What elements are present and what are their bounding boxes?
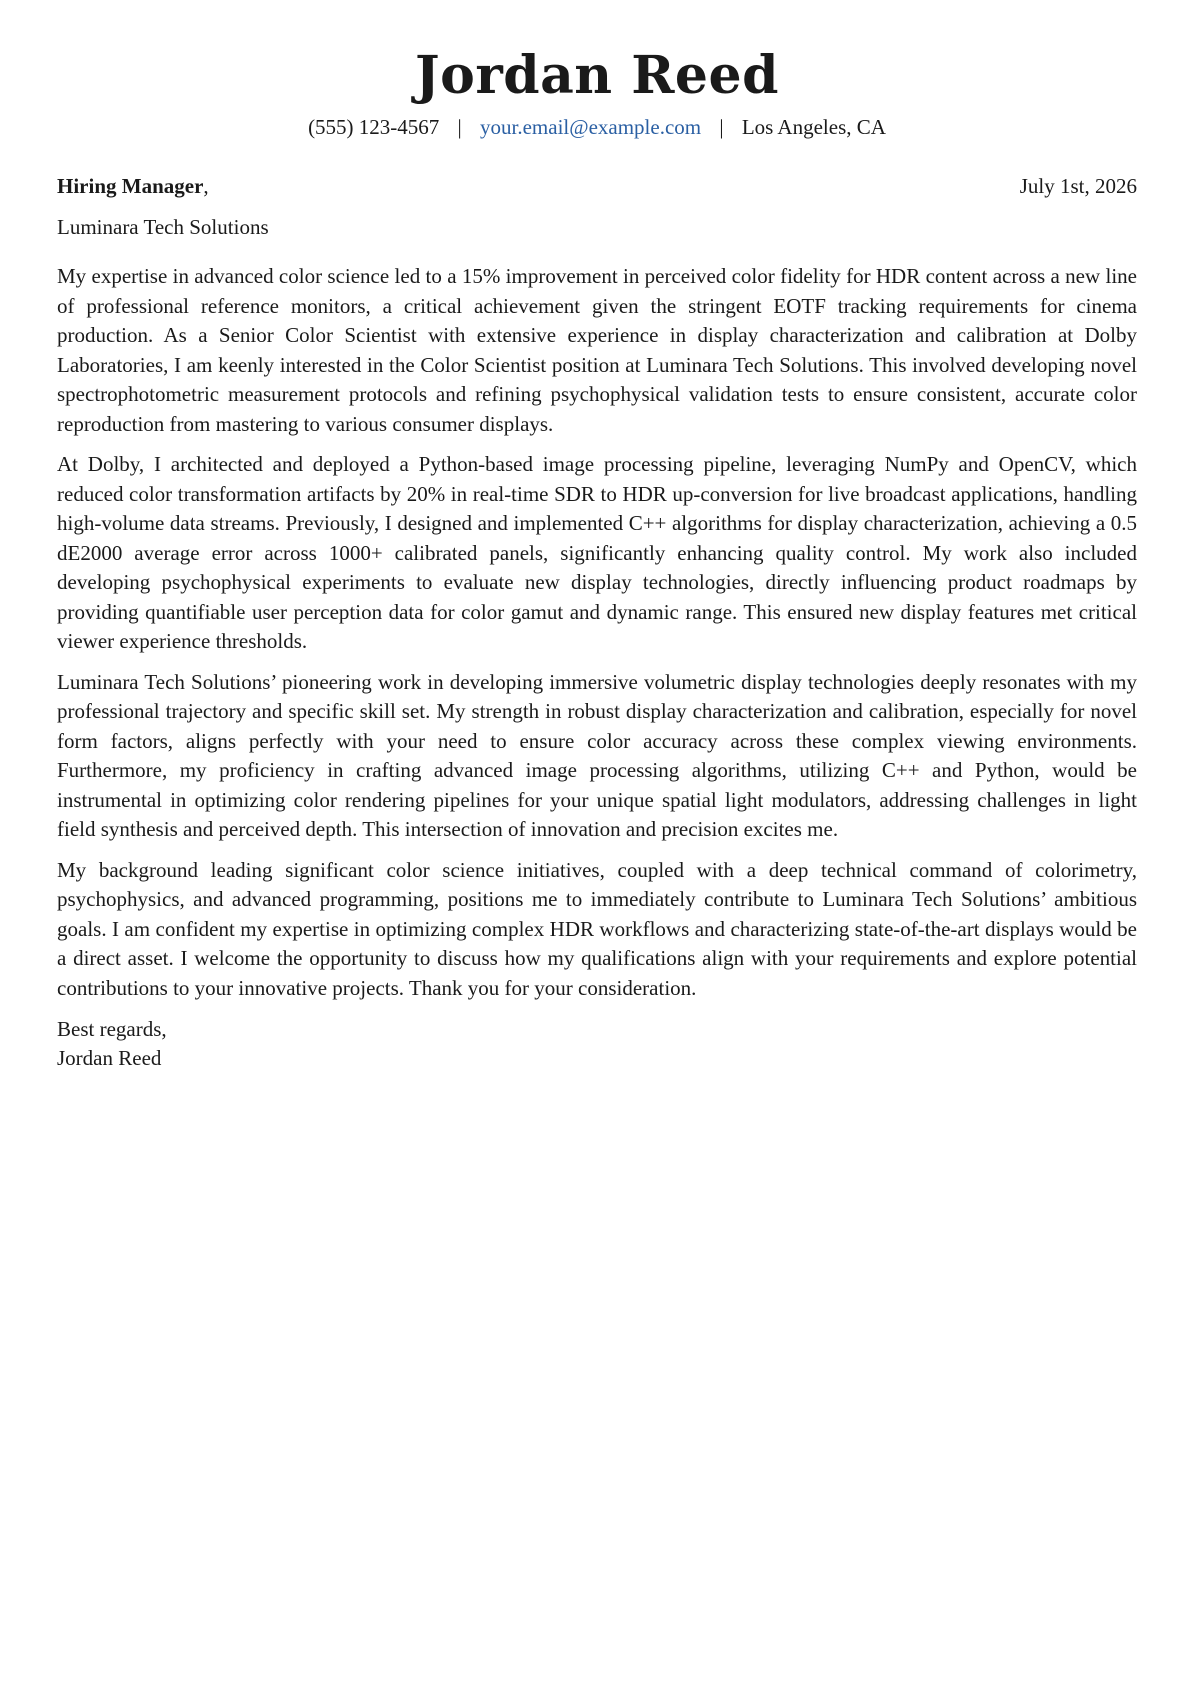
recipient [57,172,209,200]
salutation-row [57,172,1137,200]
signature-name: Jordan Reed [57,1046,162,1070]
recipient-name: Hiring Manager [57,174,204,198]
body-paragraph: At Dolby, I architected and deployed a Python-based image processing pipeline, leveraging NumPy and OpenCV, which reduced color transformation artifacts by 20% in real-time SDR to HDR up-conversion for live broadcast applications, handling high-volume data streams. Previously, I designed and implemented C++ algorithms for display characterization, achieving a 0.5 dE2000 average error across 1000+ calibrated panels, significantly enhancing quality control. My work also included developing psychophysical experiments to evaluate new display technologies, directly influencing product roadmaps by providing quantifiable user perception data for color gamut and dynamic range. This ensured new display features met critical viewer experience thresholds. [57,452,1137,653]
cover-letter-page [57,0,1137,1073]
contact-separator: | [719,115,724,139]
company-name: Luminara Tech Solutions [57,215,269,239]
body-paragraph: My background leading significant color science initiatives, coupled with a deep technical command of colorimetry, psychophysics, and advanced programming, positions me to immediately contribute to Luminara Tech Solutions’ ambitious goals. I am confident my expertise in optimizing complex HDR workflows and characterizing state-of-the-art displays would be a direct asset. I welcome the opportunity to discuss how my qualifications align with your requirements and explore potential contributions to your innovative projects. Thank you for your consideration. [57,857,1137,1000]
recipient-comma: , [203,174,209,198]
contact-line [57,113,1137,141]
closing-phrase: Best regards, [57,1017,167,1041]
letter-date: July 1st, 2026 [1019,174,1137,198]
email-link[interactable]: your.email@example.com [480,115,702,139]
phone-number: (555) 123-4567 [308,115,440,139]
letter-body [57,262,1137,1003]
body-paragraph: My expertise in advanced color science led to a 15% improvement in perceived color fidelity for HDR content across a new line of professional reference monitors, a critical achievement given the stringent EOTF tracking requirements for cinema production. As a Senior Color Scientist with extensive experience in display characterization and calibration at Dolby Laboratories, I am keenly interested in the Color Scientist position at Luminara Tech Solutions. This involved developing novel spectrophotometric measurement protocols and refining psychophysical validation tests to ensure consistent, accurate color reproduction from mastering to various consumer displays. [57,264,1137,436]
contact-separator: | [457,115,462,139]
location: Los Angeles, CA [741,115,886,139]
body-paragraph: Luminara Tech Solutions’ pioneering work in developing immersive volumetric display technologies deeply resonates with my professional trajectory and specific skill set. My strength in robust display characterization and calibration, especially for novel form factors, aligns perfectly with your need to ensure color accuracy across these complex viewing environments. Furthermore, my proficiency in crafting advanced image processing algorithms, utilizing C++ and Python, would be instrumental in optimizing color rendering pipelines for your unique spatial light modulators, addressing challenges in light field synthesis and perceived depth. This intersection of innovation and precision excites me. [57,669,1137,841]
applicant-name: Jordan Reed [415,45,779,106]
closing-block [57,1015,1137,1073]
